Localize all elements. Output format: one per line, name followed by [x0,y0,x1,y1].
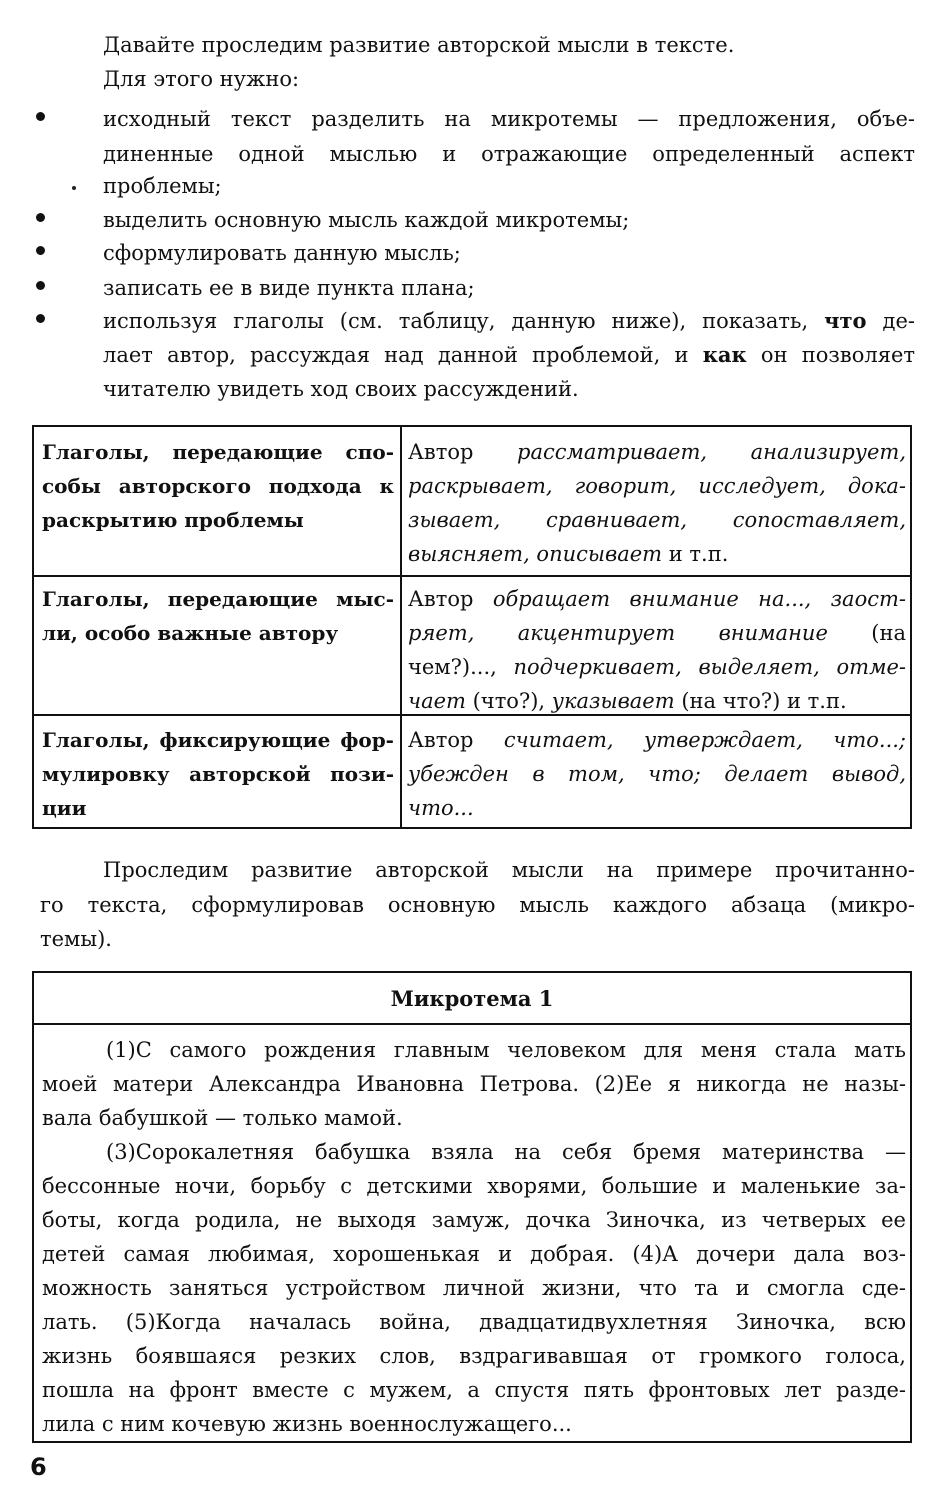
table-label-line: Глаголы, передающие спо- [42,440,394,464]
microtheme-title: Микротема 1 [34,973,910,1025]
table-label-line: ли, особо важные автору [42,621,339,645]
table-verbs-line: чем?)..., подчеркивает, выделяет, отме- [408,655,906,679]
microtheme-line: лать. (5)Когда началась война, двадцатидвухлетняя Зиночка, всю [42,1310,906,1334]
table-divider [400,427,402,827]
microtheme-line: (1)С самого рождения главным человеком для меня стала мать [106,1038,906,1062]
bullet-icon [36,246,45,255]
bullet-5-line-1: используя глаголы (см. таблицу, данную ниже), показать, что де- [103,308,915,333]
bullet-icon [36,213,45,222]
table-verbs-line: чает (что?), указывает (на что?) и т.п. [408,689,847,713]
microtheme-line: пошла на фронт вместе с мужем, а спустя пять фронтовых лет разде- [42,1378,906,1402]
bullet-3-text: сформулировать данную мысль; [103,241,461,265]
intro-line-2: Для этого нужно: [103,67,300,91]
bullet-icon [36,112,45,121]
table-verbs-line: Автор рассматривает, анализирует, [408,440,907,464]
table-row-1-label [42,582,394,650]
follow-line-1: Проследим развитие авторской мысли на примере прочитанно- [103,858,915,882]
table-verbs-line: Автор считает, утверждает, что...; [408,728,906,752]
table-label-line: раскрытию проблемы [42,508,304,532]
microtheme-line: жизнь боявшаяся резких слов, вздрагивавшая от громкого голоса, [42,1344,906,1368]
microtheme-line: боты, когда родила, не выходя замуж, дочка Зиночка, из четверых ее [42,1208,906,1232]
table-verbs-line: раскрывает, говорит, исследует, дока- [408,474,906,498]
microtheme-line: лила с ним кочевую жизнь военнослужащего... [42,1412,572,1436]
verbs-table [32,425,912,829]
table-verbs-line: зывает, сравнивает, сопоставляет, [408,508,906,532]
table-verbs-line: выясняет, описывает и т.п. [408,542,729,566]
table-label-line: Глаголы, передающие мыс- [42,587,394,611]
bullet-5-line-2: лает автор, рассуждая над данной проблемой, и как он позволяет [103,342,915,367]
table-verbs-line: ряет, акцентирует внимание (на [408,621,906,645]
table-row-2-label [42,723,394,825]
bullet-1-line-1: исходный текст разделить на микротемы — предложения, объе- [103,107,915,131]
table-row-2-verbs [408,723,906,825]
microtheme-line: детей самая любимая, хорошенькая и добрая. (4)А дочери дала воз- [42,1242,906,1266]
bullet-icon [36,314,45,323]
microtheme-line: моей матери Александра Ивановна Петрова. (2)Ее я никогда не назы- [42,1072,906,1096]
microtheme-line: (3)Сорокалетняя бабушка взяла на себя бремя материнства — [106,1140,906,1164]
bullet-2-text: выделить основную мысль каждой микротемы; [103,208,630,232]
intro-line-1: Давайте проследим развитие авторской мысли в тексте. [103,33,735,57]
microtheme-box [32,971,912,1443]
microtheme-line: вала бабушкой — только мамой. [42,1106,403,1130]
table-divider [34,575,910,577]
microtheme-line: можность заняться устройством личной жизни, что та и смогла сде- [42,1276,906,1300]
table-label-line: собы авторского подхода к [42,474,394,498]
table-row-0-label [42,435,394,537]
table-label-line: ции [42,796,87,820]
bullet-icon [36,281,45,290]
table-verbs-line: убежден в том, что; делает вывод, [408,762,906,786]
table-verbs-line: что... [408,796,474,820]
bullet-1-line-3: проблемы; [103,174,222,198]
page-number: 6 [30,1453,47,1481]
table-row-0-verbs [408,435,906,571]
table-label-line: мулировку авторской пози- [42,762,394,786]
table-verbs-line: Автор обращает внимание на..., заост- [408,587,906,611]
bullet-4-text: записать ее в виде пункта плана; [103,276,475,300]
bullet-5-line-3: читателю увидеть ход своих рассуждений. [103,377,579,401]
dot-mark-icon [72,186,76,190]
microtheme-line: бессонные ночи, борьбу с детскими хворями, большие и маленькие за- [42,1174,906,1198]
table-label-line: Глаголы, фиксирующие фор- [42,728,394,752]
follow-line-3: темы). [40,927,112,951]
bullet-1-line-2: диненные одной мыслью и отражающие определенный аспект [103,142,915,166]
follow-line-2: го текста, сформулировав основную мысль каждого абзаца (микро- [40,893,915,917]
table-row-1-verbs [408,582,906,718]
